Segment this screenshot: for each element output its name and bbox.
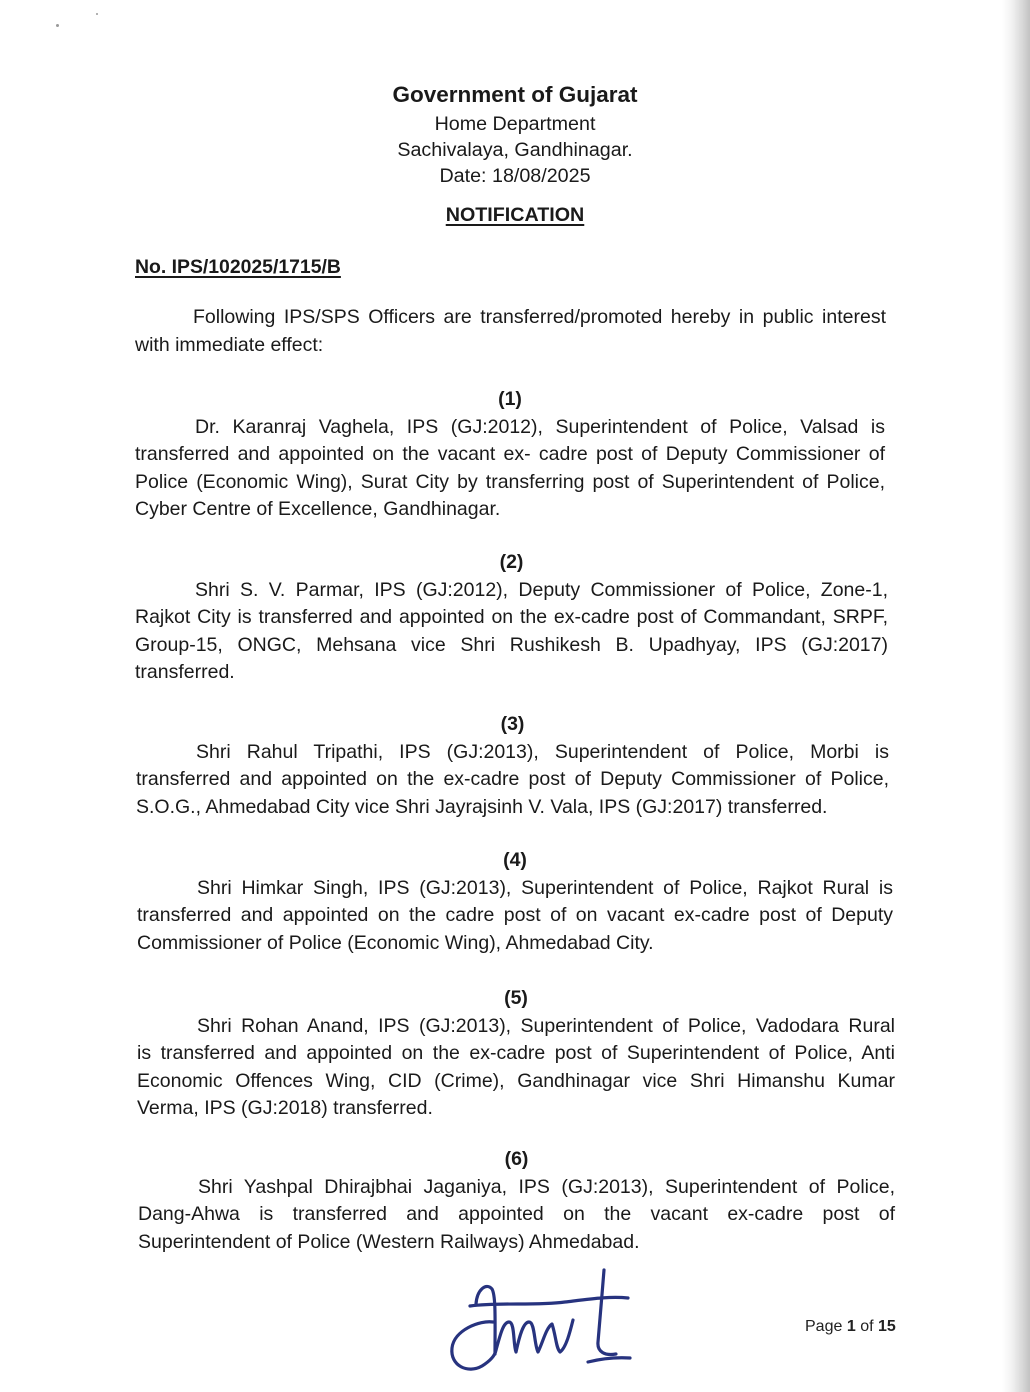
order-number: (5) xyxy=(504,987,528,1009)
order-text xyxy=(135,414,885,524)
notification-title-text: NOTIFICATION xyxy=(445,204,585,226)
order-number: (6) xyxy=(504,1148,529,1170)
order-text xyxy=(136,739,889,822)
signature xyxy=(440,1262,640,1382)
paragraph-line: Economic Offences Wing, CID (Crime), Gandhinagar vice Shri Himanshu Kumar xyxy=(137,1069,895,1092)
paragraph-line: transferred. xyxy=(135,661,235,683)
notification-date: Date: 18/08/2025 xyxy=(439,165,591,187)
office-address: Sachivalaya, Gandhinagar. xyxy=(397,139,633,161)
paragraph-line: Following IPS/SPS Officers are transferred/promoted hereby in public interest xyxy=(193,306,886,328)
paragraph-line: Group-15, ONGC, Mehsana vice Shri Rushikesh B. Upadhyay, IPS (GJ:2017) xyxy=(135,633,888,656)
notification-title xyxy=(0,201,1030,229)
paragraph-line: Rajkot City is transferred and appointed on the ex-cadre post of Commandant, SRPF, xyxy=(135,606,888,628)
intro-paragraph xyxy=(135,304,886,359)
order-number: (4) xyxy=(503,849,527,871)
department-name: Home Department xyxy=(434,113,596,135)
of-word: of xyxy=(860,1318,874,1335)
scan-speck xyxy=(56,24,59,27)
paragraph-line: Dang-Ahwa is transferred and appointed on the vacant ex-cadre post of xyxy=(138,1203,895,1225)
paragraph-line: Commissioner of Police (Economic Wing), Ahmedabad City. xyxy=(137,931,654,954)
paragraph-line: Verma, IPS (GJ:2018) transferred. xyxy=(137,1097,433,1119)
reference-number: No. IPS/102025/1715/B xyxy=(135,256,341,278)
paragraph-line: Police (Economic Wing), Surat City by transferring post of Superintendent of Police, xyxy=(135,470,885,493)
order-3 xyxy=(136,711,889,821)
order-6 xyxy=(138,1146,895,1256)
paragraph-line: Dr. Karanraj Vaghela, IPS (GJ:2012), Superintendent of Police, Valsad is xyxy=(195,415,885,438)
paragraph-line: with immediate effect: xyxy=(135,333,324,356)
paragraph-line: transferred and appointed on the cadre post of on vacant ex-cadre post of Deputy xyxy=(137,904,893,926)
order-number: (2) xyxy=(499,551,524,573)
paragraph-line: transferred and appointed on the vacant ex- cadre post of Deputy Commissioner of xyxy=(135,443,885,465)
page-indicator xyxy=(805,1317,896,1337)
paragraph-line: is transferred and appointed on the ex-cadre post of Superintendent of Police, Anti xyxy=(137,1042,895,1064)
paragraph-line: S.O.G., Ahmedabad City vice Shri Jayrajsinh V. Vala, IPS (GJ:2017) transferred. xyxy=(136,795,828,818)
paragraph-line: Shri Himkar Singh, IPS (GJ:2013), Superintendent of Police, Rajkot Rural is xyxy=(197,876,893,899)
order-text xyxy=(135,577,888,687)
order-4 xyxy=(137,847,893,957)
order-5 xyxy=(137,985,895,1123)
total-pages: 15 xyxy=(877,1318,896,1335)
page-number: 1 xyxy=(846,1318,856,1335)
paragraph-line: Shri Yashpal Dhirajbhai Jaganiya, IPS (GJ:2013), Superintendent of Police, xyxy=(198,1175,895,1198)
scan-speck xyxy=(96,13,98,15)
order-number: (3) xyxy=(500,713,525,735)
order-number: (1) xyxy=(498,388,522,410)
paragraph-line: Superintendent of Police (Western Railways) Ahmedabad. xyxy=(138,1230,640,1253)
government-heading: Government of Gujarat xyxy=(392,82,638,107)
order-text xyxy=(137,1013,895,1123)
order-text xyxy=(138,1174,895,1257)
order-1 xyxy=(135,386,885,524)
paragraph-line: Cyber Centre of Excellence, Gandhinagar. xyxy=(135,498,501,520)
order-2 xyxy=(135,549,888,687)
paragraph-line: Shri Rohan Anand, IPS (GJ:2013), Superintendent of Police, Vadodara Rural xyxy=(197,1014,895,1037)
paragraph-line: Shri Rahul Tripathi, IPS (GJ:2013), Superintendent of Police, Morbi is xyxy=(196,740,889,763)
paragraph-line: Shri S. V. Parmar, IPS (GJ:2012), Deputy Commissioner of Police, Zone-1, xyxy=(195,578,888,601)
page-word: Page xyxy=(805,1318,843,1335)
paragraph-line: transferred and appointed on the ex-cadre post of Deputy Commissioner of Police, xyxy=(136,768,889,790)
order-text xyxy=(137,875,893,958)
